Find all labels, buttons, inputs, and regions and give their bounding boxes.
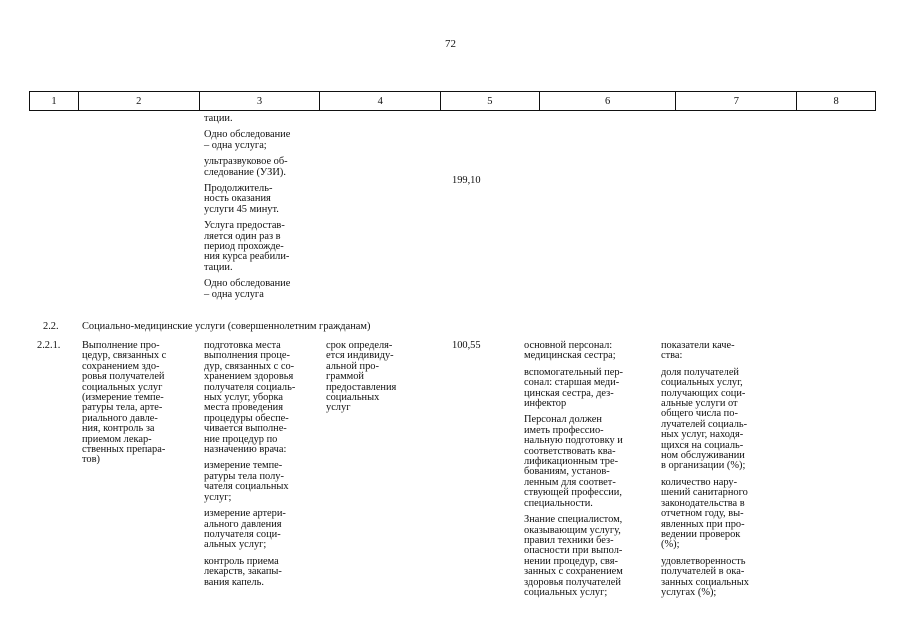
header-cell-3: 3 [200,92,321,110]
service-staff [524,341,654,604]
service-quality-para: доля получателей социальных услуг, получающих соци- альные услуги от общего числа по- лучателей социаль- ных услуг, находя- щихся на социаль- ном обслуживании в организации (%); [661,366,748,472]
header-cell-5: 5 [441,92,540,110]
section-number: 2.2. [43,321,59,332]
table-header-row [29,91,876,111]
service-name: Выполнение про- цедур, связанных с сохранением здо- ровья получателей социальных услуг (измерение темпе- ратуры тела, арте- риального давле- ния, контроль за приемом лекар- ственных препара- тов) [82,340,167,466]
continued-col3-para: ультразвуковое об- следование (УЗИ). [204,156,288,178]
service-term: срок определя- ется индивиду- альной про- граммой предоставления социальных услуг [326,340,397,414]
section-title: Социально-медицинские услуги (совершеннолетним гражданам) [82,321,371,332]
continued-col3-para: тации. [204,113,233,124]
continued-col3-para: Услуга предостав- ляется один раз в период прохожде- ния курса реабили- тации. [204,220,290,273]
service-staff-para: Персонал должен иметь профессио- нальную подготовку и соответствовать ква- лификационным тре- бованиям, установ- ленным для соответ- ствующей профессии, специальности. [524,414,623,509]
continued-col3-para: Одно обследование – одна услуга; [204,129,291,151]
header-cell-4: 4 [320,92,441,110]
page-number: 72 [445,38,456,50]
service-quality-para: количество нару- шений санитарного законодательства в отчетном году, вы- явленных при про- ведении проверок (%); [661,476,748,551]
row-number: 2.2.1. [37,340,61,351]
service-quality-para: показатели каче- ства: [661,340,735,362]
header-cell-6: 6 [540,92,677,110]
service-quality-para: удовлетворенность получателей в ока- занных социальных услугах (%); [661,555,749,598]
continued-col3-para: Продолжитель- ность оказания услуги 45 минут. [204,183,279,215]
header-cell-2: 2 [79,92,200,110]
service-price: 100,55 [452,340,481,351]
service-content-para: контроль приема лекарств, закапы- вания капель. [204,555,282,588]
service-content-para: подготовка места выполнения проце- дур, связанных с со- хранением здоровья получателя социаль- ных услуг, уборка места проведения процедуры обеспе- чивается выполне- ние процедур по назначению врача: [204,340,296,456]
header-cell-7: 7 [676,92,797,110]
service-content-para: измерение темпе- ратуры тела полу- чателя социальных услуг; [204,460,289,503]
service-staff-para: Знание специалистом, оказывающим услугу, правил техники без- опасности при выпол- нении процедур, свя- занных с сохранением здоровья получателей социальных услуг; [524,514,623,598]
continued-price: 199,10 [452,175,481,186]
service-quality [661,341,777,604]
service-content [204,341,319,594]
continued-col3-para: Одно обследование – одна услуга [204,278,291,300]
continued-col3 [204,114,319,306]
service-content-para: измерение артери- ального давления получателя соци- альных услуг; [204,508,286,551]
header-cell-8: 8 [833,95,839,107]
service-staff-para: вспомогательный пер- сонал: старшая меди- цинская сестра, дез- инфектор [524,366,623,410]
service-staff-para: основной персонал: медицинская сестра; [524,340,616,362]
header-cell-1: 1 [30,92,79,110]
